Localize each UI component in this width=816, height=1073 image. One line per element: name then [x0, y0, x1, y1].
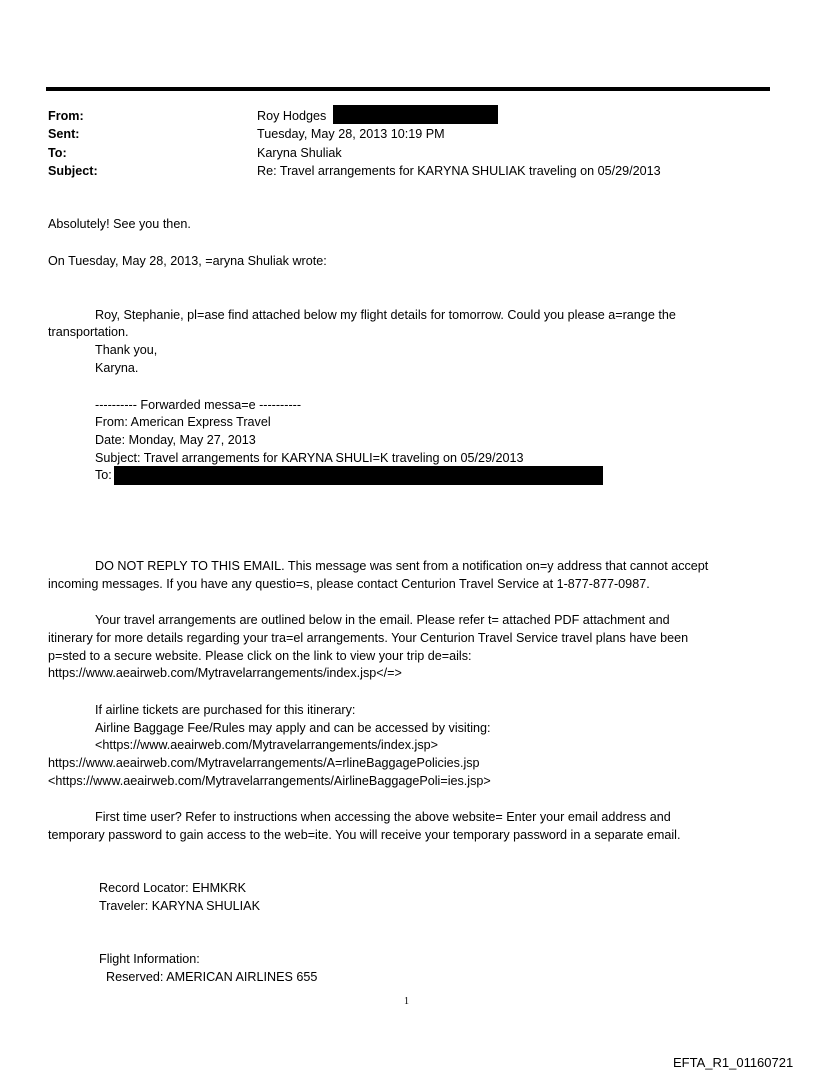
sent-label: Sent: [48, 127, 80, 141]
forward-to: To: [95, 468, 112, 482]
forward-from: From: American Express Travel [95, 415, 271, 429]
paragraph-text: First time user? Refer to instructions when accessing the above website= Enter your email address and [95, 810, 671, 824]
paragraph-text: p=sted to a secure website. Please click on the link to view your trip de=ails: [48, 649, 472, 663]
paragraph-text: Airline Baggage Fee/Rules may apply and can be accessed by visiting: [95, 721, 491, 735]
signature-text: Karyna. [95, 361, 139, 375]
from-label: From: [48, 109, 84, 123]
flight-info-label: Flight Information: [99, 952, 200, 966]
baggage-link[interactable]: <https://www.aeairweb.com/Mytravelarrangements/index.jsp> [95, 738, 438, 752]
subject-value: Re: Travel arrangements for KARYNA SHULIAK traveling on 05/29/2013 [257, 164, 661, 178]
reserved-flight: Reserved: AMERICAN AIRLINES 655 [106, 970, 318, 984]
sent-value: Tuesday, May 28, 2013 10:19 PM [257, 127, 445, 141]
baggage-link[interactable]: https://www.aeairweb.com/Mytravelarrangements/A=rlineBaggagePolicies.jsp [48, 756, 480, 770]
record-locator: Record Locator: EHMKRK [99, 881, 246, 895]
traveler-name: Traveler: KARYNA SHULIAK [99, 899, 260, 913]
page-number: 1 [404, 996, 409, 1007]
paragraph-text: DO NOT REPLY TO THIS EMAIL. This message was sent from a notification on=y address that cannot accept [95, 559, 709, 573]
redaction-bar [114, 466, 603, 485]
redaction-bar [333, 105, 498, 124]
paragraph-text: temporary password to gain access to the web=ite. You will receive your temporary password in a separate email. [48, 828, 681, 842]
itinerary-link[interactable]: https://www.aeairweb.com/Mytravelarrangements/index.jsp</=> [48, 666, 402, 680]
to-label: To: [48, 146, 67, 160]
header-rule [46, 87, 770, 91]
paragraph-text: Your travel arrangements are outlined below in the email. Please refer t= attached PDF attachment and [95, 613, 670, 627]
paragraph-text: Roy, Stephanie, pl=ase find attached below my flight details for tomorrow. Could you please a=range the [95, 308, 676, 322]
from-value: Roy Hodges [257, 109, 327, 123]
paragraph-text: incoming messages. If you have any questio=s, please contact Centurion Travel Service at 1-877-877-0987. [48, 577, 650, 591]
to-value: Karyna Shuliak [257, 146, 342, 160]
thanks-text: Thank you, [95, 343, 158, 357]
document-id: EFTA_R1_01160721 [673, 1055, 794, 1070]
forward-separator: ---------- Forwarded messa=e ---------- [95, 398, 302, 412]
forward-date: Date: Monday, May 27, 2013 [95, 433, 256, 447]
quote-intro: On Tuesday, May 28, 2013, =aryna Shuliak wrote: [48, 254, 327, 268]
forward-subject: Subject: Travel arrangements for KARYNA SHULI=K traveling on 05/29/2013 [95, 451, 524, 465]
paragraph-text: transportation. [48, 325, 129, 339]
baggage-link[interactable]: <https://www.aeairweb.com/Mytravelarrangements/AirlineBaggagePoli=ies.jsp> [48, 774, 491, 788]
subject-label: Subject: [48, 164, 98, 178]
paragraph-text: If airline tickets are purchased for this itinerary: [95, 703, 356, 717]
reply-text: Absolutely! See you then. [48, 217, 191, 231]
paragraph-text: itinerary for more details regarding your tra=el arrangements. Your Centurion Travel Service travel plans have been [48, 631, 689, 645]
